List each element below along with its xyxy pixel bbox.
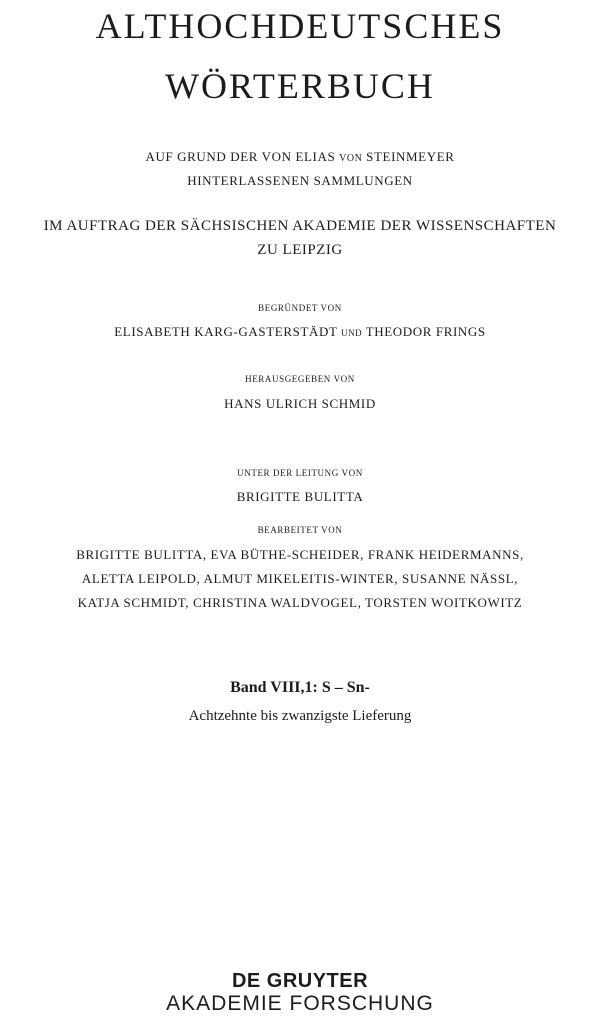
book-title-line-1: ALTHOCHDEUTSCHES: [95, 6, 505, 46]
auftrag-line-1: IM AUFTRAG DER SÄCHSISCHEN AKADEMIE DER WISSENSCHAFTEN: [43, 218, 557, 234]
founded-und: UND: [341, 328, 363, 338]
direction-name: BRIGITTE BULITTA: [236, 489, 364, 504]
book-title-line-2: WÖRTERBUCH: [165, 66, 435, 106]
volume-band: Band VIII,1: S – Sn-: [230, 679, 370, 696]
founded-names: [0, 323, 600, 342]
revised-label: BEARBEITET VON: [257, 525, 343, 535]
editor-name: HANS ULRICH SCHMID: [224, 396, 376, 411]
basis-line-2: HINTERLASSENEN SAMMLUNGEN: [187, 173, 413, 188]
basis-line-1: [0, 148, 600, 168]
direction-label: UNTER DER LEITUNG VON: [237, 468, 363, 478]
volume-lieferung: Achtzehnte bis zwanzigste Lieferung: [188, 708, 412, 724]
publisher-imprint: AKADEMIE FORSCHUNG: [166, 992, 434, 1015]
revised-line-2: ALETTA LEIPOLD, ALMUT MIKELEITIS-WINTER, SUSANNE NÄSSL,: [81, 571, 519, 586]
basis-text-a: AUF GRUND DER VON ELIAS: [145, 149, 336, 164]
revised-line-1: BRIGITTE BULITTA, EVA BÜTHE-SCHEIDER, FRANK HEIDERMANNS,: [76, 547, 524, 562]
auftrag-line-2: ZU LEIPZIG: [257, 242, 343, 258]
basis-text-b: STEINMEYER: [366, 149, 455, 164]
founded-label: BEGRÜNDET VON: [258, 303, 342, 313]
founder-2: THEODOR FRINGS: [365, 324, 486, 339]
founder-1: ELISABETH KARG-GASTERSTÄDT: [114, 324, 338, 339]
editor-label: HERAUSGEGEBEN VON: [245, 374, 355, 384]
revised-line-3: KATJA SCHMIDT, CHRISTINA WALDVOGEL, TORSTEN WOITKOWITZ: [77, 595, 523, 610]
basis-von: VON: [339, 153, 363, 164]
publisher-name: DE GRUYTER: [231, 970, 369, 992]
